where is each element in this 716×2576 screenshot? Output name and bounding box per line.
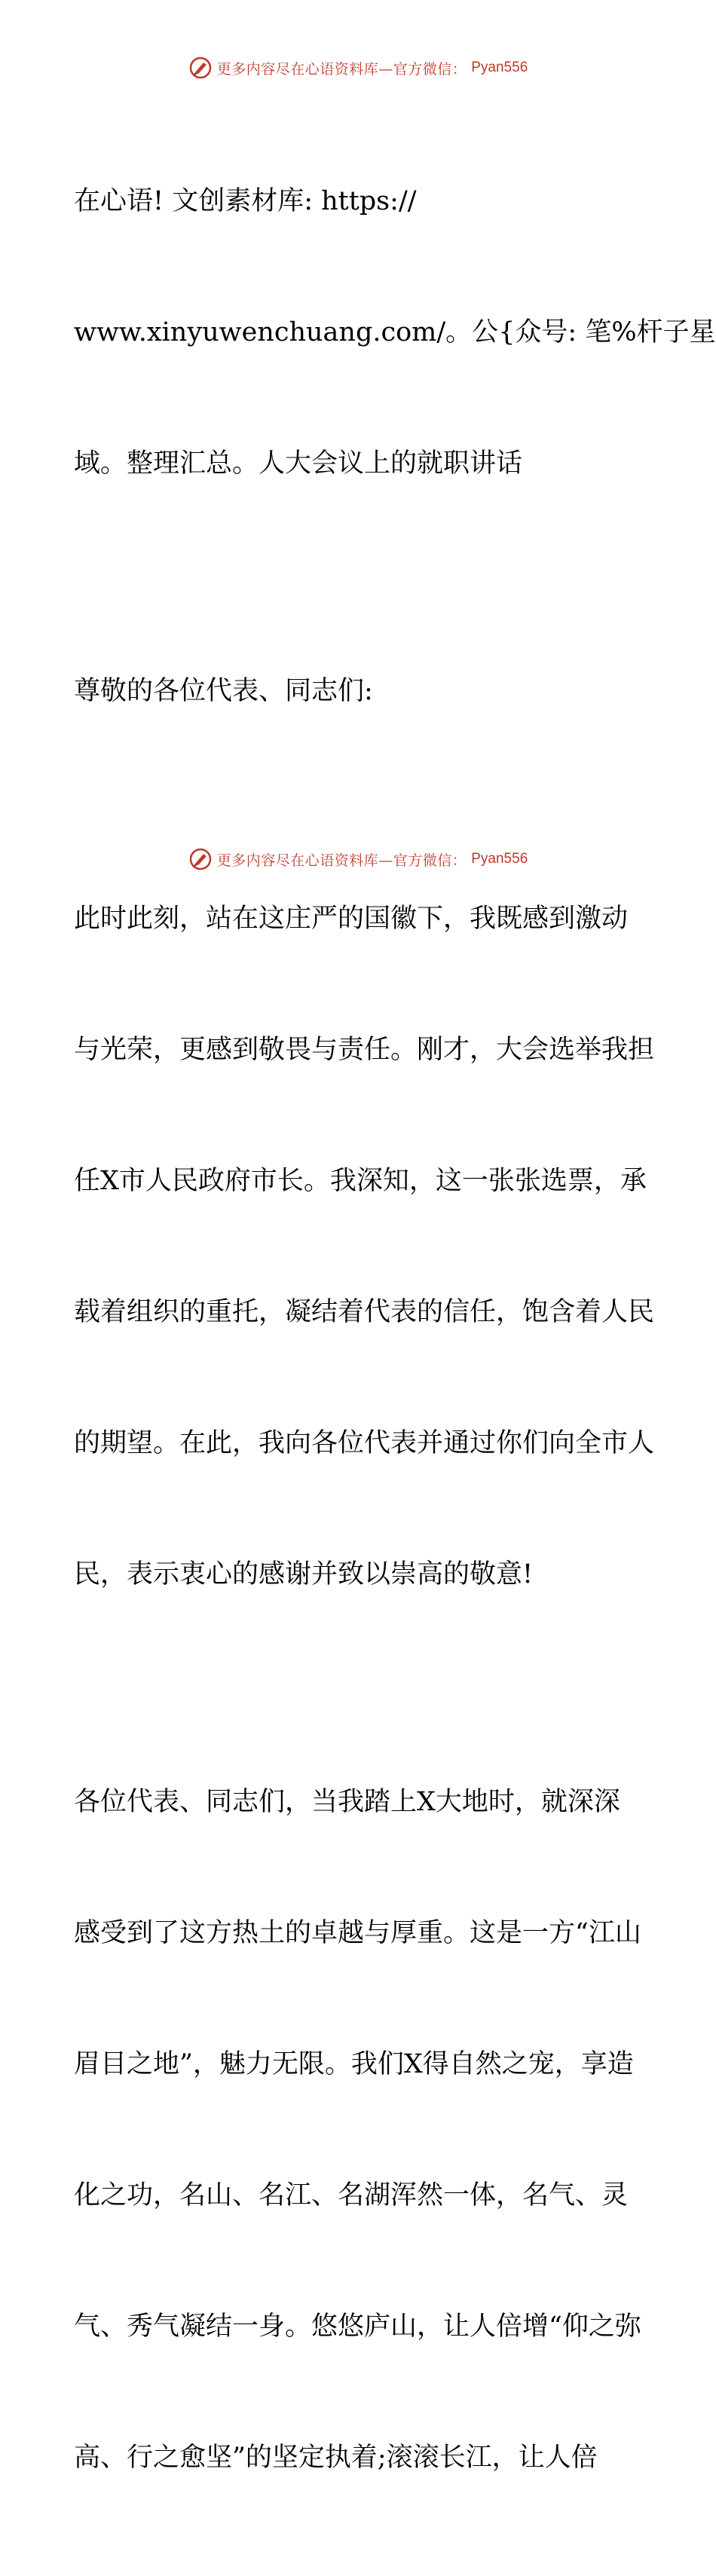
footer-banner	[0, 844, 716, 874]
text-line: 高、行之愈坚”的坚定执着;滚滚长江，让人倍	[74, 2443, 598, 2473]
text-line: 感受到了这方热土的卓越与厚重。这是一方“江山	[74, 1918, 641, 1948]
header-banner-id: Pyan556	[471, 60, 528, 75]
header-banner-text: 更多内容尽在心语资料库—官方微信：	[216, 60, 467, 78]
text-line: 尊敬的各位代表、同志们:	[74, 676, 373, 706]
quill-logo-icon	[188, 56, 213, 80]
text-line: 在心语! 文创素材库: https://	[74, 186, 417, 216]
footer-banner-id: Pyan556	[471, 851, 528, 867]
text-line: 载着组织的重托，凝结着代表的信任，饱含着人民	[74, 1297, 655, 1327]
paragraph-body-1	[74, 809, 655, 1684]
quill-logo-icon	[188, 847, 213, 871]
document-body	[74, 92, 716, 2576]
text-line: 民，表示衷心的感谢并致以崇高的敬意!	[74, 1559, 534, 1589]
text-line: 各位代表、同志们，当我踏上X大地时，就深深	[74, 1787, 620, 1817]
text-line: 域。整理汇总。人大会议上的就职讲话	[74, 448, 523, 479]
paragraph-intro	[74, 92, 716, 573]
text-line: 此时此刻，站在这庄严的国徽下，我既感到激动	[74, 904, 629, 934]
text-line: 化之功，名山、名江、名湖浑然一体，名气、灵	[74, 2180, 629, 2210]
paragraph-body-2	[74, 1693, 647, 2567]
text-line: 气、秀气凝结一身。悠悠庐山，让人倍增“仰之弥	[74, 2311, 641, 2342]
paragraph-salutation	[74, 582, 647, 800]
text-line: 任X市人民政府市长。我深知，这一张张选票，承	[74, 1166, 647, 1196]
text-line: www.xinyuwenchuang.com/。公{众号: 笔%杆子星	[74, 317, 716, 347]
text-line: 的期望。在此，我向各位代表并通过你们向全市人	[74, 1428, 655, 1458]
text-line: 与光荣，更感到敬畏与责任。刚才，大会选举我担	[74, 1035, 655, 1065]
header-banner	[0, 53, 716, 83]
footer-banner-text: 更多内容尽在心语资料库—官方微信：	[216, 852, 467, 869]
text-line: 眉目之地”，魅力无限。我们X得自然之宠，享造	[74, 2049, 634, 2079]
